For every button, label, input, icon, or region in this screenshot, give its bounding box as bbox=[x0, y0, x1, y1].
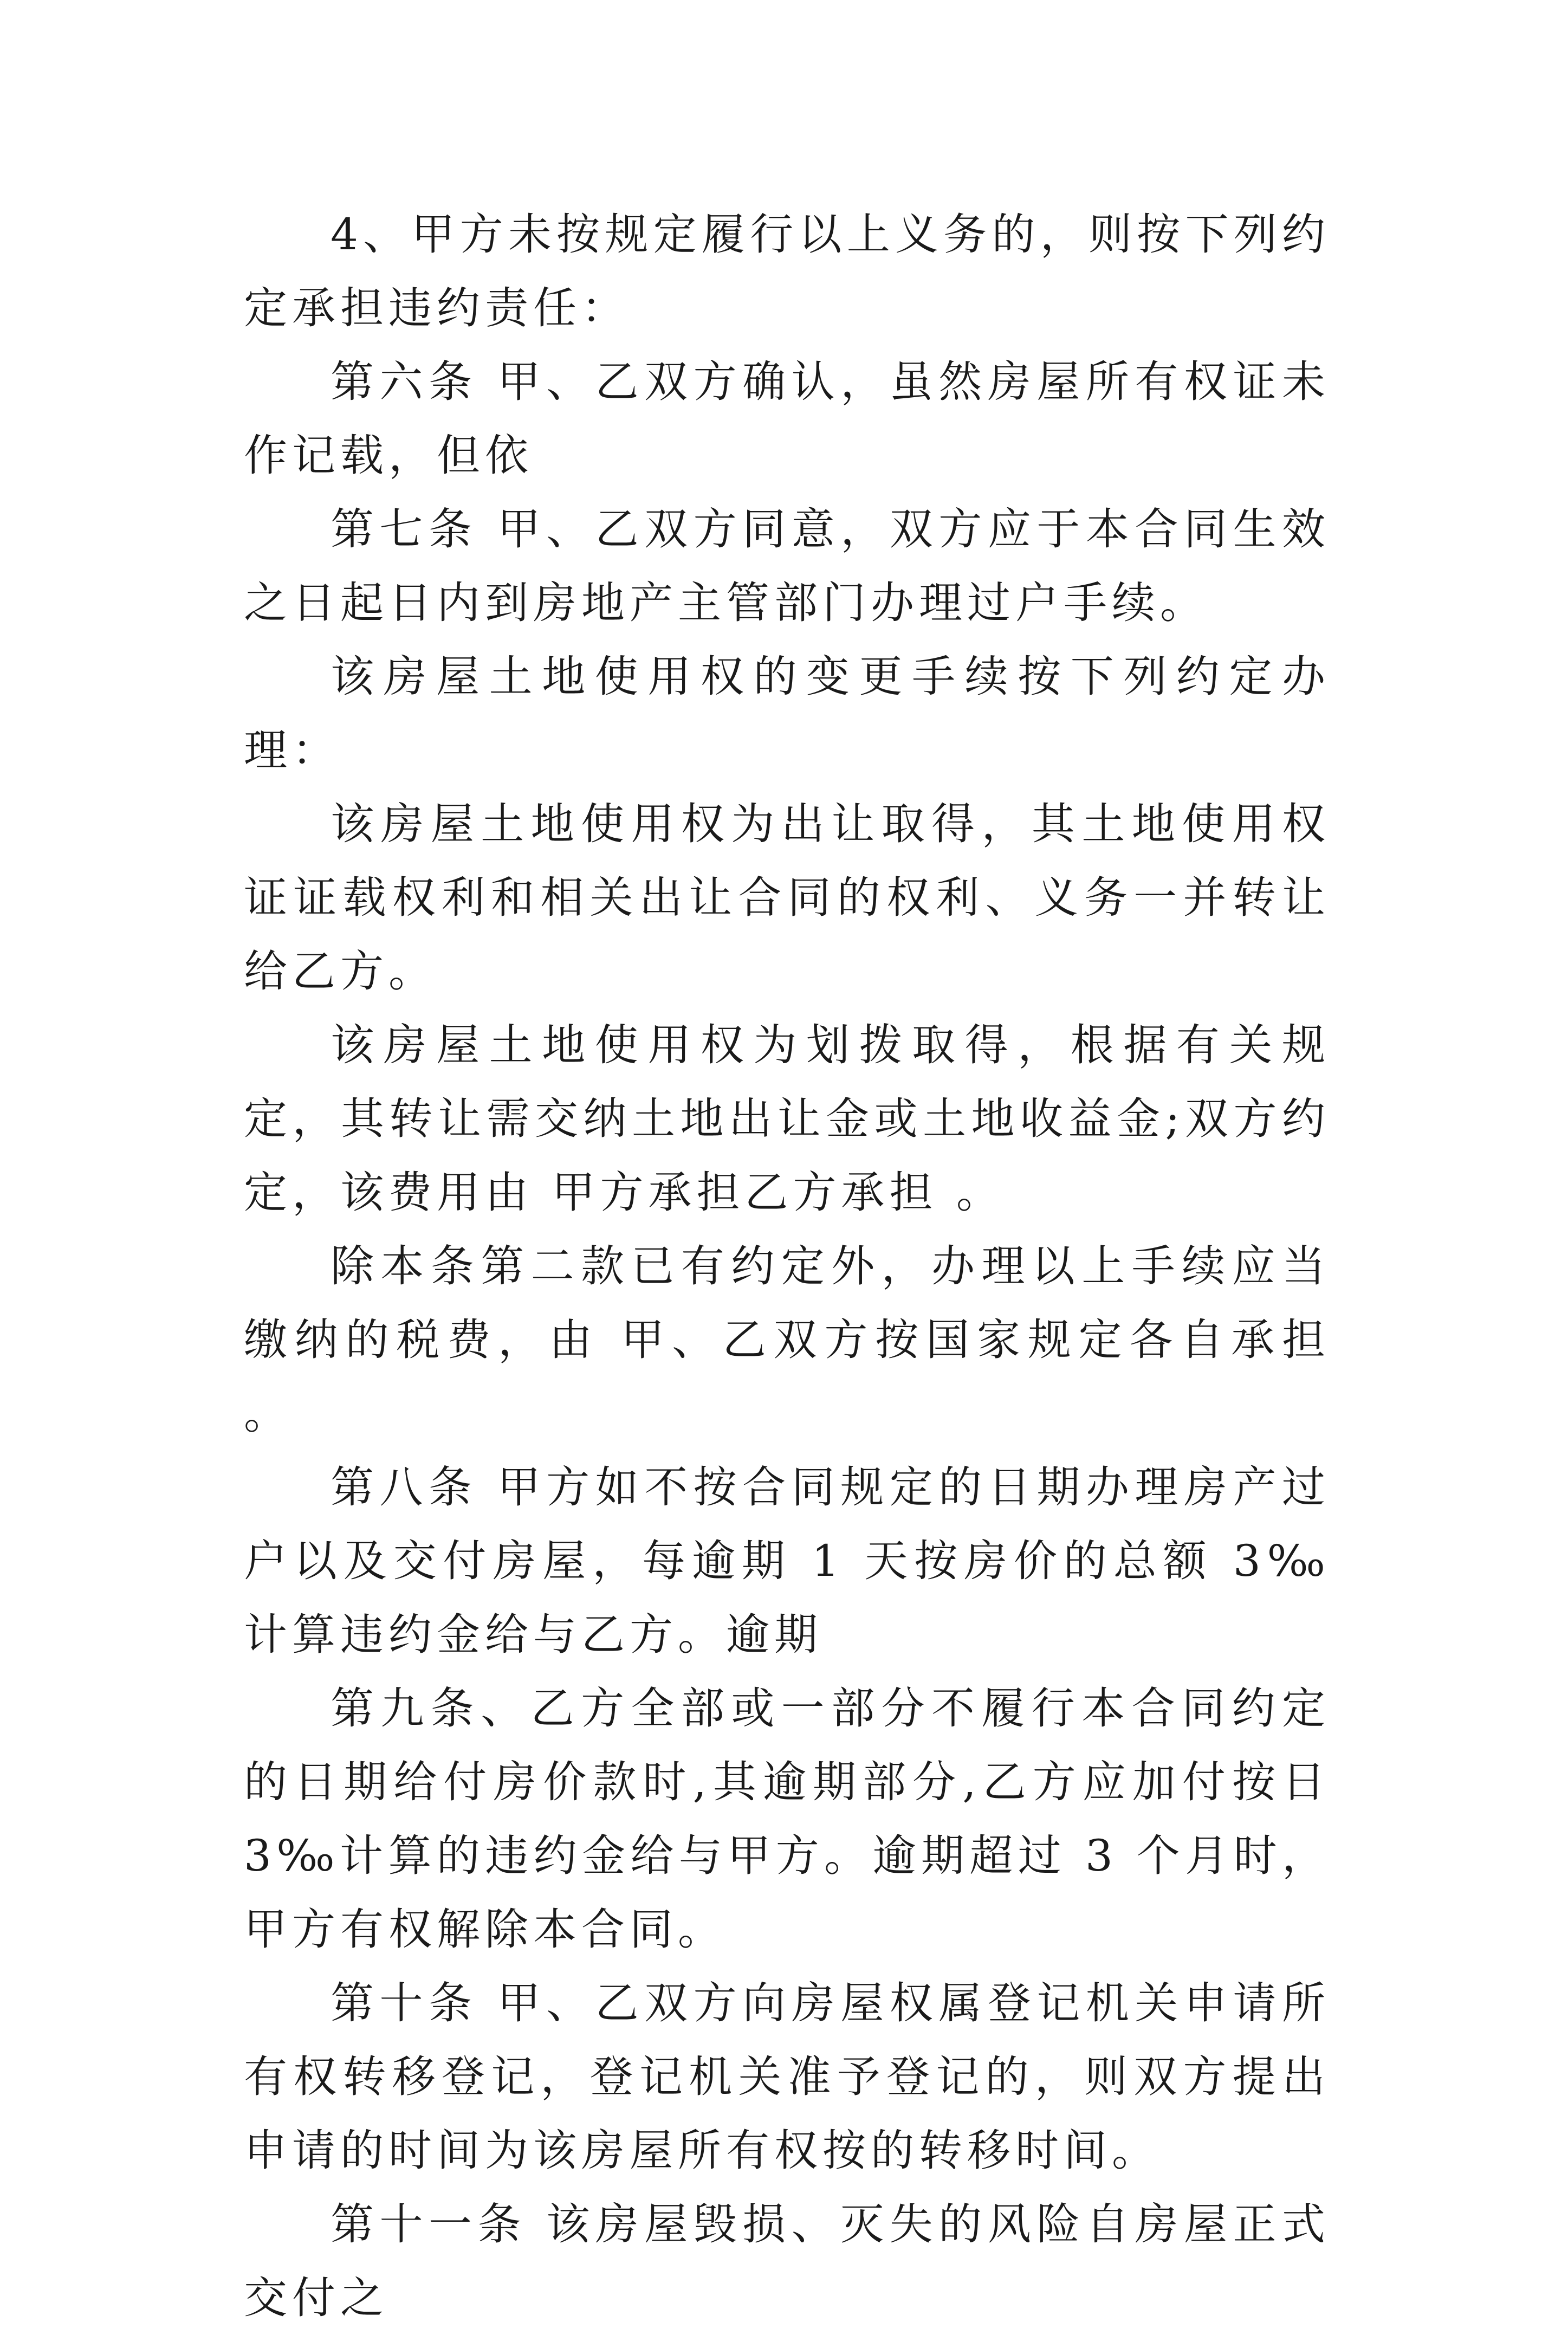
article-10-paragraph: 第十条 甲、乙双方向房屋权属登记机关申请所有权转移登记，登记机关准予登记的，则双方提出申请的时间为该房屋所有权按的转移时间。 bbox=[244, 1978, 1330, 2176]
clause-4-paragraph: 4、甲方未按规定履行以上义务的，则按下列约定承担违约责任： bbox=[244, 209, 1330, 333]
tax-fee-paragraph: 除本条第二款已有约定外，办理以上手续应当缴纳的税费，由 甲、乙双方按国家规定各自承担 。 bbox=[244, 1241, 1330, 1439]
article-9-paragraph: 第九条、乙方全部或一部分不履行本合同约定的日期给付房价款时,其逾期部分,乙方应加付按日 3‰计算的违约金给与甲方。逾期超过 3 个月时，甲方有权解除本合同。 bbox=[244, 1683, 1330, 1955]
land-use-change-paragraph: 该房屋土地使用权的变更手续按下列约定办理： bbox=[244, 651, 1330, 775]
land-allocation-paragraph: 该房屋土地使用权为划拨取得，根据有关规定，其转让需交纳土地出让金或土地收益金;双方约定，该费用由 甲方承担乙方承担 。 bbox=[244, 1020, 1330, 1218]
document-body bbox=[244, 198, 1330, 2335]
article-8-paragraph: 第八条 甲方如不按合同规定的日期办理房产过户以及交付房屋，每逾期 1 天按房价的总额 3‰计算违约金给与乙方。逾期 bbox=[244, 1462, 1330, 1660]
article-6-paragraph: 第六条 甲、乙双方确认，虽然房屋所有权证未作记载，但依 bbox=[244, 357, 1330, 481]
article-7-paragraph: 第七条 甲、乙双方同意，双方应于本合同生效之日起日内到房地产主管部门办理过户手续。 bbox=[244, 504, 1330, 628]
land-transfer-paragraph: 该房屋土地使用权为出让取得，其土地使用权证证载权利和相关出让合同的权利、义务一并转让给乙方。 bbox=[244, 799, 1330, 997]
article-11-paragraph: 第十一条 该房屋毁损、灭失的风险自房屋正式交付之 bbox=[244, 2199, 1330, 2323]
